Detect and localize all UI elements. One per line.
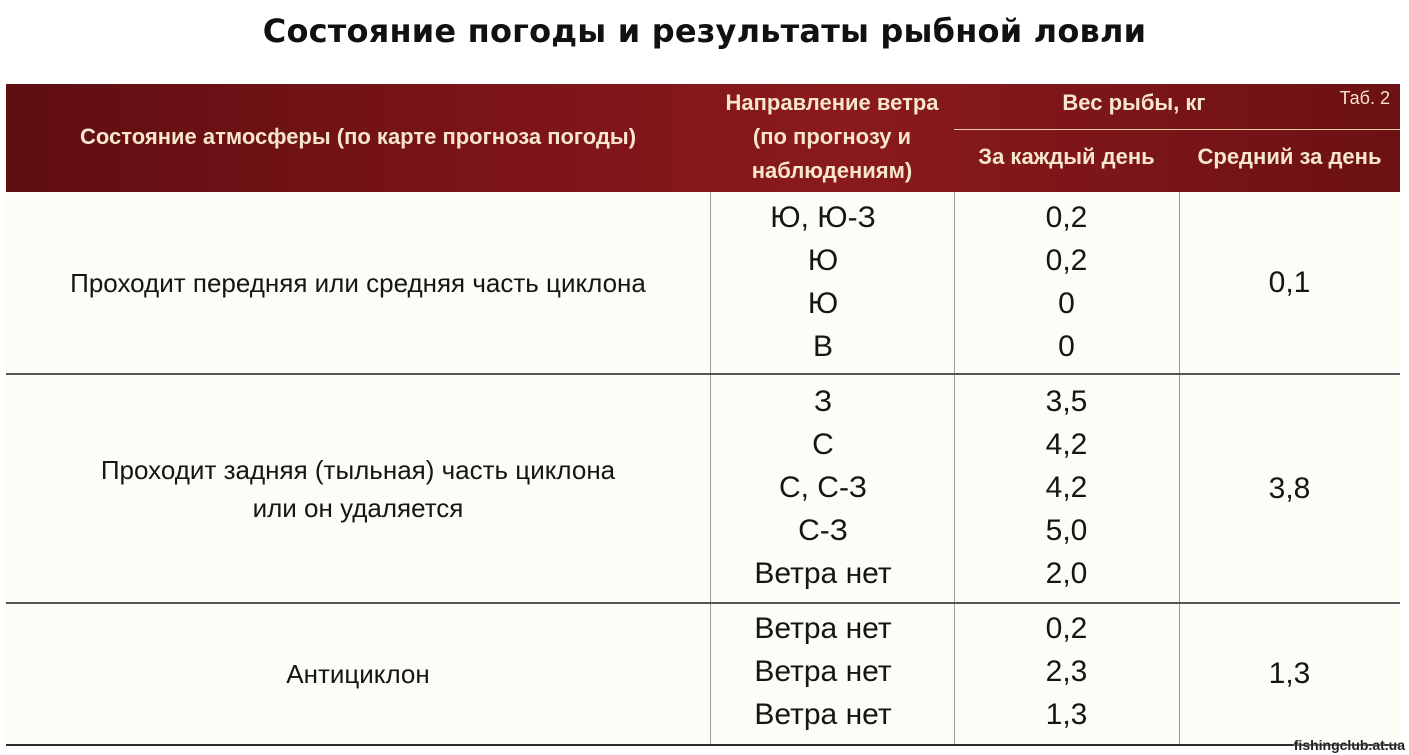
wind-cell: Ветра нет — [754, 612, 892, 645]
wind-cell: З — [813, 385, 833, 418]
header-divider — [954, 129, 1400, 130]
header-wind-line-2: (по прогнозу и — [752, 124, 912, 149]
condition-cell: Проходит передняя или средняя часть циклона — [70, 267, 646, 298]
table-number-label: Таб. 2 — [1339, 88, 1390, 108]
wind-cell: Ветра нет — [754, 655, 892, 688]
wind-cell: Ветра нет — [754, 698, 892, 731]
average-cell: 1,3 — [1268, 657, 1311, 690]
page-title: Состояние погоды и результаты рыбной ловли — [262, 12, 1147, 50]
average-cell: 3,8 — [1268, 471, 1311, 505]
condition-text: Проходит задняя (тыльная) часть циклона или он удаляется — [100, 454, 616, 523]
watermark: fishingclub.at.ua — [1293, 737, 1405, 753]
per-day-cell: 4,2 — [1045, 428, 1088, 461]
per-day-cell: 0,2 — [1045, 201, 1088, 234]
per-day-cell: 0,2 — [1045, 244, 1088, 277]
table-header — [6, 84, 1400, 192]
condition-cell — [6, 375, 710, 602]
wind-cell: Ю — [807, 287, 839, 320]
wind-cell: С-З — [798, 514, 848, 547]
wind-cell: Ветра нет — [754, 557, 892, 590]
per-day-cell: 5,0 — [1045, 514, 1088, 547]
per-day-cell: 2,0 — [1045, 557, 1088, 590]
header-wind-line-3: наблюдениям) — [751, 158, 913, 183]
per-day-cell: 1,3 — [1045, 698, 1088, 731]
per-day-cell: 4,2 — [1045, 471, 1088, 504]
wind-cell: С — [812, 428, 834, 461]
wind-cell: С, С-З — [778, 471, 868, 504]
header-per-day: За каждый день — [978, 144, 1155, 169]
header-wind-line-1: Направление ветра — [725, 90, 939, 115]
header-condition: Состояние атмосферы (по карте прогноза погоды) — [79, 124, 637, 149]
wind-cell: Ю — [807, 244, 839, 277]
average-cell: 0,1 — [1268, 265, 1311, 299]
per-day-cell: 0,2 — [1045, 612, 1088, 645]
per-day-cell: 0 — [1058, 330, 1075, 363]
weather-fishing-table — [6, 84, 1400, 746]
condition-cell: Антициклон — [286, 659, 430, 689]
header-avg-per-day: Средний за день — [1197, 144, 1382, 169]
per-day-cell: 0 — [1058, 287, 1075, 320]
header-weight-group: Вес рыбы, кг — [1062, 90, 1206, 115]
wind-cell: В — [812, 330, 833, 363]
per-day-cell: 3,5 — [1045, 385, 1088, 418]
wind-cell: Ю, Ю-З — [770, 201, 876, 234]
per-day-cell: 2,3 — [1045, 655, 1088, 688]
